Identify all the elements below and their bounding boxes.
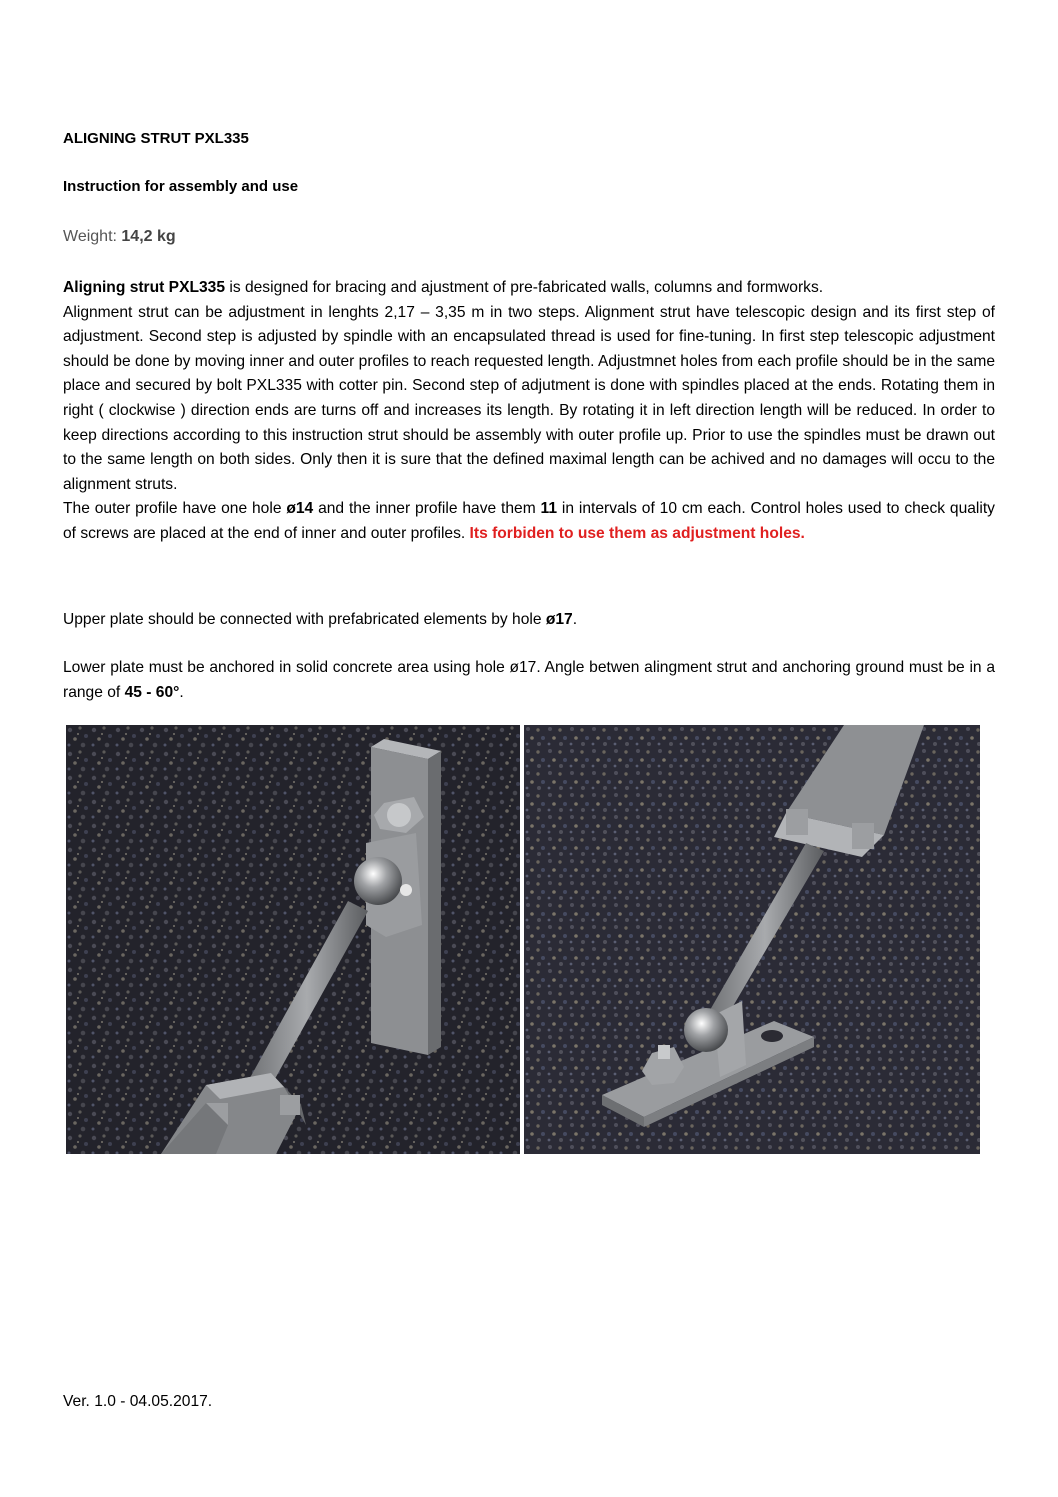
holes-inner-count: 11 [540,500,558,518]
upper-plate-render [66,725,520,1154]
document-title: ALIGNING STRUT PXL335 [63,130,249,147]
holes-text-c: and the inner profile have them [313,500,541,518]
lower-plate-sentence: Lower plate must be anchored in solid concrete area using hole ø17. Angle betwen alingment strut and anchoring ground must be in a range of [63,659,995,701]
weight-label: Weight: [63,228,117,245]
upper-plate-end: . [572,611,578,628]
holes-text-e: in intervals of 10 cm each. Control holes used to check quality of screws are placed at the end of inner and outer profiles. [63,500,995,542]
weight-value: 14,2 kg [121,228,176,245]
weight-line [63,228,176,246]
angle-range: 45 - 60° [124,683,180,701]
holes-text [63,497,995,546]
holes-text-a: The outer profile have one hole [63,500,287,518]
version-footer: Ver. 1.0 - 04.05.2017. [63,1393,213,1410]
warning-text: Its forbiden to use them as adjustment holes. [469,524,805,542]
lead-rest: is designed for bracing and ajustment of pre-fabricated walls, columns and formworks. [225,279,824,296]
upper-plate-sentence: Upper plate should be connected with prefabricated elements by hole [63,611,546,628]
upper-plate-hole: ø17 [545,611,573,628]
description-block [63,276,995,547]
lead-sentence [63,276,995,301]
lower-plate-render [524,725,980,1154]
upper-plate-text [63,608,995,633]
lower-plate-text [63,656,995,705]
holes-outer-size: ø14 [286,500,314,518]
product-images [66,725,980,1154]
lead-bold: Aligning strut PXL335 [63,279,226,296]
lower-plate-end: . [179,683,184,701]
document-subtitle: Instruction for assembly and use [63,178,299,195]
description-text: Alignment strut can be adjustment in lenghts 2,17 – 3,35 m in two steps. Alignment strut have telescopic design and its first step of adjustment. Second step is adjusted by spindle with an encapsulated thread is used for fine-tuning. In first step telescopic adjustment should be done by moving inner and outer profiles to reach requested length. Adjustmnet holes from each profile should be in the same place and secured by bolt PXL335 with cotter pin. Second step of adjutment is done with spindles placed at the ends. Rotating them in right ( clockwise ) direction ends are turns off and increases its length. By rotating it in left direction length will be reduced. In order to keep directions according to this instruction strut should be assembly with outer profile up. Prior to use the spindles must be drawn out to the same length on both sides. Only then it is sure that the defined maximal length can be achived and no damages will occu to the alignment struts. [63,303,995,493]
